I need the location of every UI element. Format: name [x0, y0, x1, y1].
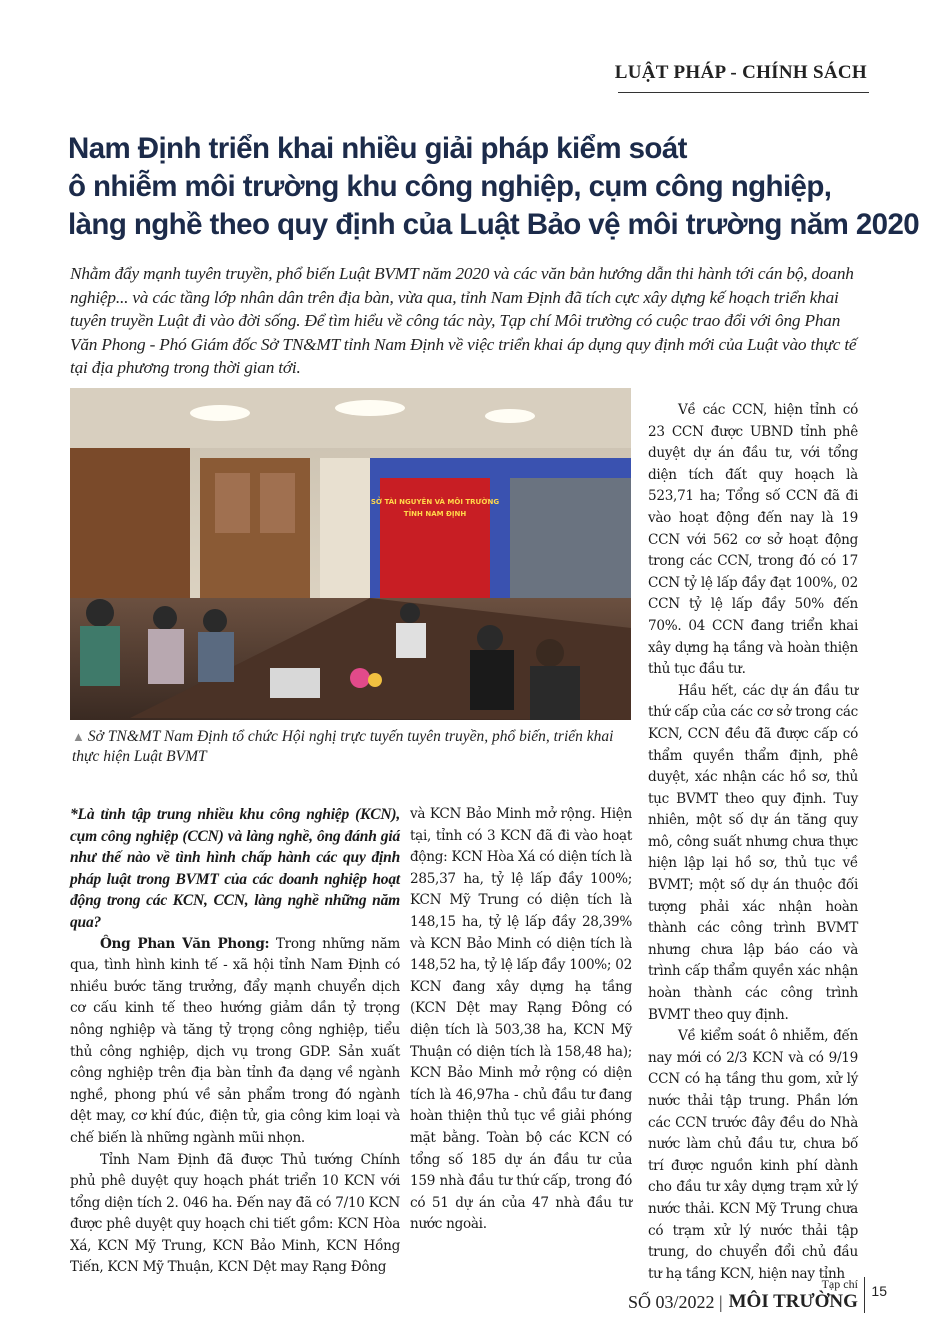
title-line: Nam Định triển khai nhiều giải pháp kiểm soát — [68, 132, 687, 165]
magazine-name — [728, 1277, 864, 1313]
section-label: LUẬT PHÁP - CHÍNH SÁCH — [614, 62, 867, 83]
page-footer — [627, 1277, 887, 1313]
paragraph: Về các CCN, hiện tỉnh có 23 CCN được UBND tỉnh phê duyệt dự án đầu tư, với tổng diện tích đất quy hoạch là 523,71 ha; Tổng số CCN đã đi vào hoạt động đến nay là 19 CCN với 562 cơ sở hoạt động trong các CCN, trong đó có 17 CCN tỷ lệ lấp đầy đạt 100%, 02 CCN tỷ lệ lấp đầy 50% đến 70%. 04 CCN đang triển khai xây dựng hạ tầng và hoàn thiện thủ tục đầu tư. — [648, 402, 858, 678]
column-3 — [648, 400, 858, 1285]
paragraph — [70, 934, 400, 1150]
title-line: ô nhiễm môi trường khu công nghiệp, cụm công nghiệp, — [68, 170, 832, 203]
paragraph-text: Trong những năm qua, tình hình kinh tế - xã hội tỉnh Nam Định có nhiều bước tăng trưởng, đẩy mạnh chuyển dịch cơ cấu kinh tế theo hướng giảm dần tỷ trọng nông nghiệp và tăng tỷ trọng công nghiệp, tiểu thủ công nghiệp, dịch vụ trong GDP. Sản xuất công nghiệp trên địa bàn tỉnh đa dạng về ngành nghề, phong phú về sản phẩm trong đó ngành dệt may, cơ khí đúc, điện tử, gia công kim loại và chế biến là những ngành mũi nhọn. — [70, 935, 400, 1146]
paragraph: Hầu hết, các dự án đầu tư thứ cấp của các cơ sở trong các KCN, CCN đều đã được cấp có thẩm quyền thẩm định, phê duyệt, xác nhận các hồ sơ, thủ tục BVMT theo quy định. Tuy nhiên, một số dự án tăng quy mô, công suất nhưng chưa thực hiện lập lại hồ sơ, thủ tục về BVMT; một số dự án thuộc đối tượng phải xác nhận hoàn thành các công trình BVMT nhưng chưa lập báo cáo và trình cấp thẩm quyền xác nhận hoàn thành các công trình BVMT theo quy định. — [648, 682, 858, 1023]
column-2 — [410, 804, 632, 1236]
triangle-icon: ▲ — [72, 729, 85, 744]
interview-question: *Là tỉnh tập trung nhiều khu công nghiệp (KCN), cụm công nghiệp (CCN) và làng nghề, ông đánh giá như thế nào về tình hình chấp hành các quy định pháp luật trong BVMT của các doanh nghiệp hoạt động trong các KCN, CCN, làng nghề những năm qua? — [70, 806, 400, 931]
paragraph: và KCN Bảo Minh mở rộng. Hiện tại, tỉnh có 3 KCN đã đi vào hoạt động: KCN Hòa Xá có diện tích là 285,37 ha, tỷ lệ lấp đầy 100%; KCN Mỹ Trung có diện tích là 148,15 ha, tỷ lệ lấp đầy 28,39% và KCN Bảo Minh có diện tích là 148,52 ha, tỷ lệ lấp đầy 100%; 02 KCN đang xây dựng hạ tầng (KCN Dệt may Rạng Đông có diện tích là 503,38 ha, KCN Mỹ Thuận có diện tích là 158,48 ha); KCN Bảo Minh mở rộng có diện tích là 46,97ha - chủ đầu tư đang hoàn thiện thủ tục về giải phóng mặt bằng. Toàn bộ các KCN có tổng số 185 dự án đầu tư của 159 nhà đầu tư thứ cấp, trong đó có 51 dự án của 47 nhà đầu tư nước ngoài. — [410, 806, 632, 1233]
magazine-title: MÔI TRƯỜNG — [728, 1291, 858, 1312]
banner-text: TỈNH NAM ĐỊNH — [403, 510, 467, 518]
section-divider — [618, 92, 869, 93]
speaker-name: Ông Phan Văn Phong: — [100, 935, 270, 952]
title-line: làng nghề theo quy định của Luật Bảo vệ môi trường năm 2020 — [68, 208, 920, 241]
caption-text: Sở TN&MT Nam Định tổ chức Hội nghị trực tuyến tuyên truyền, phổ biến, triển khai thực hiện Luật BVMT — [72, 728, 614, 765]
magazine-prefix: Tạp chí — [821, 1277, 858, 1291]
article-photo — [70, 388, 631, 720]
column-1 — [70, 804, 400, 1279]
photo-caption — [72, 727, 632, 767]
article-lead: Nhằm đẩy mạnh tuyên truyền, phổ biến Luật BVMT năm 2020 và các văn bản hướng dẫn thi hành tới cán bộ, doanh nghiệp... và các tầng lớp nhân dân trên địa bàn, vừa qua, tỉnh Nam Định đã tích cực xây dựng kế hoạch triển khai tuyên truyền Luật đi vào đời sống. Để tìm hiểu về công tác này, Tạp chí Môi trường có cuộc trao đổi với ông Phan Văn Phong - Phó Giám đốc Sở TN&MT tỉnh Nam Định về việc triển khai áp dụng quy định mới của Luật vào thực tế tại địa phương trong thời gian tới. — [70, 264, 857, 377]
article-title — [68, 130, 920, 244]
footer-divider — [864, 1277, 866, 1313]
issue-number: SỐ 03/2022 | — [627, 1292, 723, 1312]
paragraph: Tỉnh Nam Định đã được Thủ tướng Chính phủ phê duyệt quy hoạch phát triển 10 KCN với tổng diện tích 2. 046 ha. Đến nay đã có 7/10 KCN được phê duyệt quy hoạch chi tiết gồm: KCN Hòa Xá, KCN Mỹ Trung, KCN Bảo Minh, KCN Hồng Tiến, KCN Mỹ Thuận, KCN Dệt may Rạng Đông — [70, 1151, 400, 1276]
page-number: 15 — [871, 1283, 887, 1299]
paragraph: Về kiểm soát ô nhiễm, đến nay mới có 2/3 KCN và có 9/19 CCN có hạ tầng thu gom, xử lý nước thải tập trung. Phần lớn các CCN trước đây đều do Nhà nước làm chủ đầu tư, chưa bố trí được nguồn kinh phí dành cho đầu tư xây dựng trạm xử lý nước thải. KCN Mỹ Trung chưa có trạm xử lý nước thải tập trung, do chuyển đổi chủ đầu tư hạ tầng KCN, hiện nay tỉnh — [648, 1028, 858, 1282]
banner-text: SỞ TÀI NGUYÊN VÀ MÔI TRƯỜNG — [370, 498, 500, 506]
